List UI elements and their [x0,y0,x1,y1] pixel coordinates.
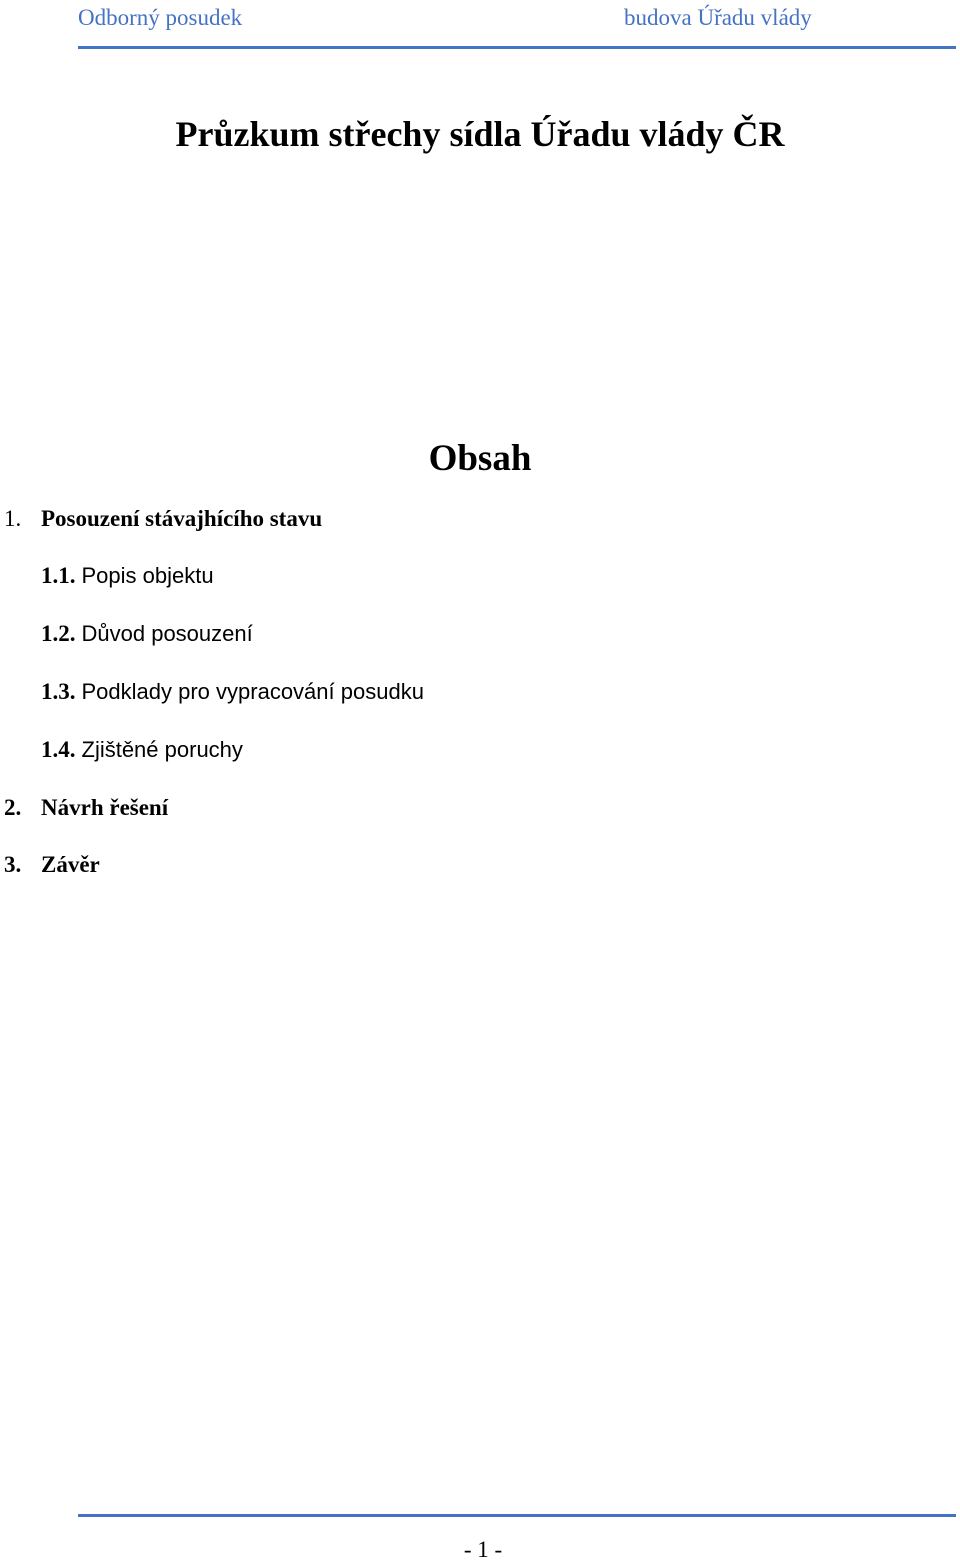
toc-entry-label: Popis objektu [81,563,214,588]
header-building-name: budova Úřadu vlády [624,5,812,30]
toc-entry-1-2[interactable] [41,620,253,648]
toc-entry-label: Zjištěné poruchy [81,737,243,762]
toc-entry-number: 3. [4,852,22,877]
footer-divider [78,1514,956,1517]
toc-entry-3[interactable] [4,851,100,879]
toc-entry-label: Důvod posouzení [81,621,253,646]
header-document-type: Odborný posudek [78,5,243,30]
toc-entry-label: Závěr [41,852,100,877]
toc-entry-number: 1.3. [41,679,76,704]
toc-entry-1-3[interactable] [41,678,424,706]
toc-entry-label: Podklady pro vypracování posudku [81,679,424,704]
toc-entry-label: Posouzení stávajhícího stavu [41,506,323,531]
page-number: - 1 - [463,1537,503,1562]
toc-heading: Obsah [428,438,532,479]
toc-entry-number: 1.1. [41,563,76,588]
toc-entry-2[interactable] [4,794,168,822]
toc-entry-1[interactable] [4,505,322,533]
document-title: Průzkum střechy sídla Úřadu vlády ČR [175,114,785,154]
toc-entry-label: Návrh řešení [41,795,169,820]
toc-entry-number: 1. [4,506,22,531]
toc-entry-number: 2. [4,795,22,820]
toc-entry-1-1[interactable] [41,562,214,590]
toc-entry-number: 1.2. [41,621,76,646]
toc-entry-1-4[interactable] [41,736,243,764]
header-divider [78,46,956,49]
toc-entry-number: 1.4. [41,737,76,762]
